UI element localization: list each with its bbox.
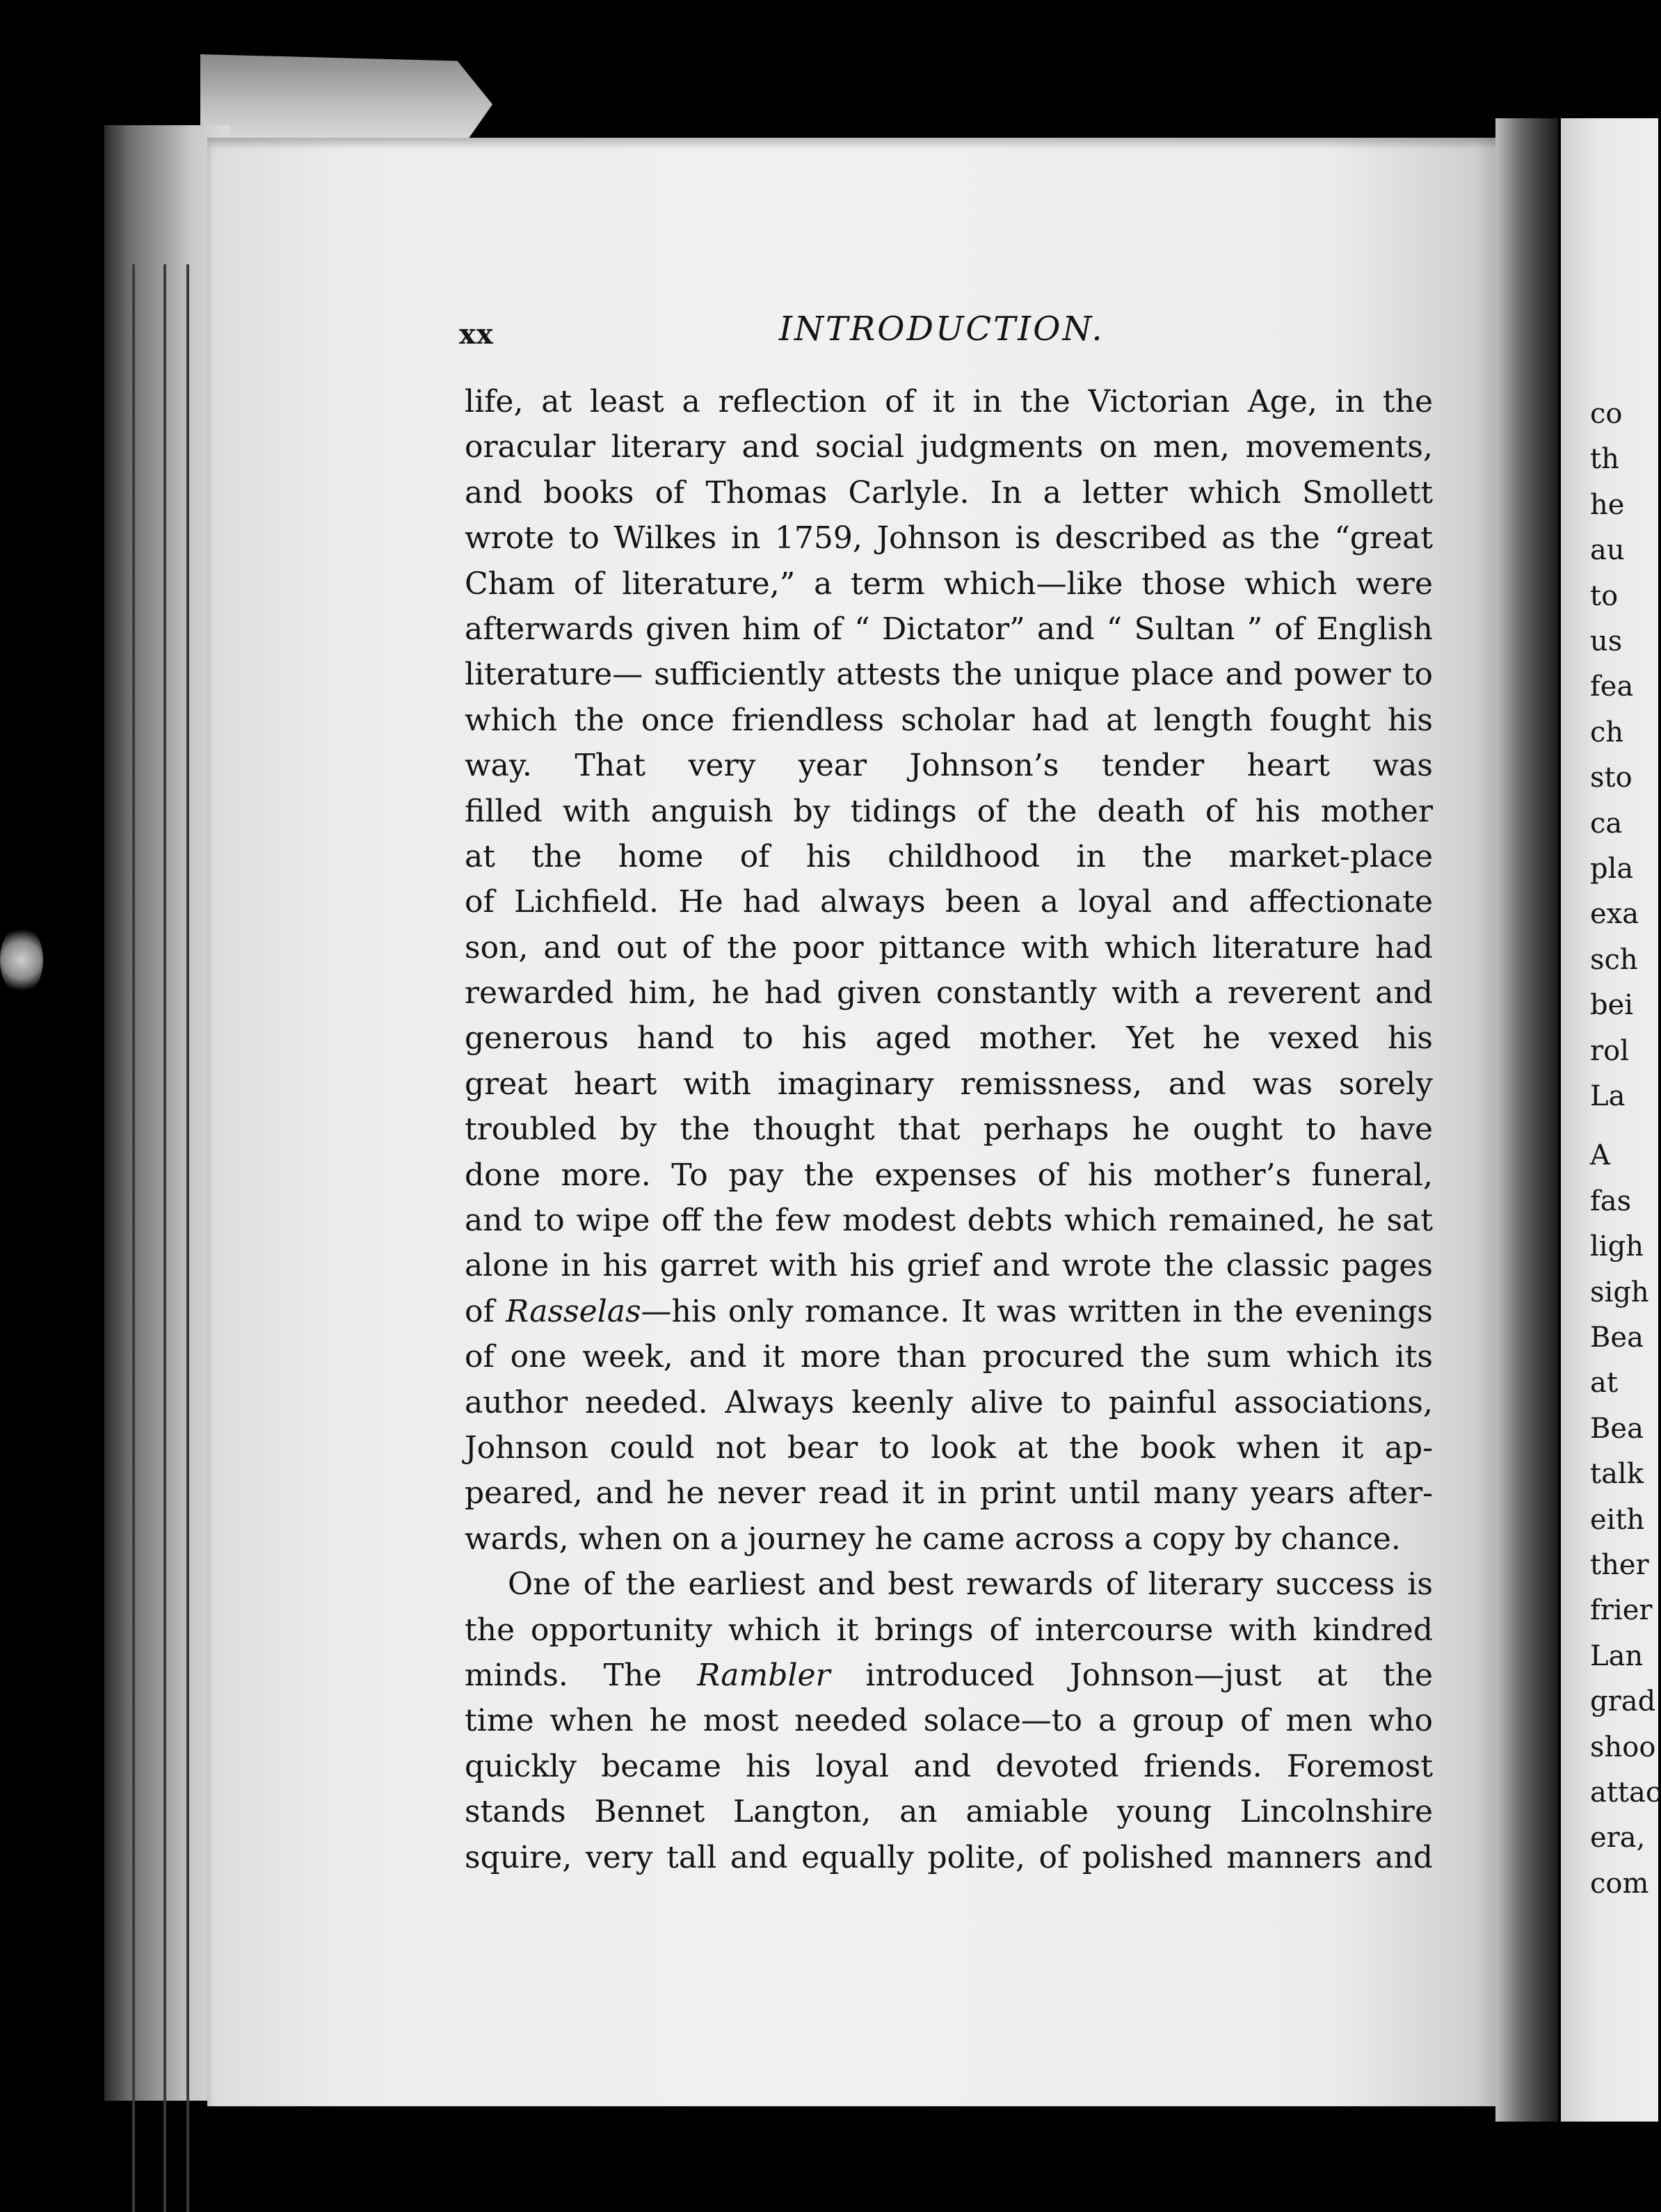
next-page-fragment: A [1590,1139,1610,1172]
text-line: alone in his garret with his grief and wrote the classic pages [465,1248,1433,1284]
text-line: of Lichfield. He had always been a loyal and affectionate [465,884,1433,920]
text-line: Johnson could not bear to look at the book when it ap- [465,1429,1433,1466]
text-line: generous hand to his aged mother. Yet he vexed his [465,1020,1433,1057]
text-line: filled with anguish by tidings of the death of his mother [465,793,1433,829]
page-edge-line [186,264,189,2212]
next-page-fragment: bei [1590,989,1634,1022]
text-line: time when he most needed solace—to a group of men who [465,1703,1433,1739]
text-line: oracular literary and social judgments on men, movements, [465,429,1433,465]
next-page-fragment: pla [1590,853,1634,885]
text-line: and books of Thomas Carlyle. In a letter which Smollett [465,474,1433,511]
text-line: literature— sufficiently attests the unique place and power to [465,657,1433,693]
page-gutter [1495,118,1558,2122]
page-edge-line [132,264,135,2212]
next-page-fragment: talk [1590,1458,1644,1491]
next-page-fragment: ch [1590,716,1624,748]
text-line: peared, and he never read it in print until many years after- [465,1475,1433,1512]
body-text [465,379,1433,1880]
text-line: afterwards given him of “ Dictator” and “ Sultan ” of English [465,611,1433,647]
next-page-partial [1561,118,1661,2122]
next-page-fragment: ligh [1590,1231,1644,1263]
next-page-fragment: frier [1590,1594,1653,1627]
next-page-fragment: sto [1590,762,1632,794]
book-title-rambler: Rambler [697,1657,830,1693]
text-line: rewarded him, he had given constantly with a reverent and [465,975,1433,1011]
text-line: son, and out of the poor pittance with which literature had [465,929,1433,965]
page-title: INTRODUCTION. [779,310,1105,348]
next-page-fragment: era, [1590,1822,1646,1854]
next-page-fragment: ca [1590,807,1623,840]
text-line: One of the earliest and best rewards of literary success is [508,1566,1433,1603]
text-line: way. That very year Johnson’s tender heart was [465,748,1433,784]
next-page-fragment: La [1590,1080,1626,1112]
page-number: xx [459,318,494,351]
next-page-fragment: ther [1590,1549,1649,1581]
text-run: introduced Johnson—just at the [830,1657,1433,1693]
text-line: and to wipe off the few modest debts which remained, he sat [465,1203,1433,1239]
next-page-fragment: fas [1590,1185,1632,1217]
next-page-fragment: eith [1590,1503,1645,1536]
text-line: done more. To pay the expenses of his mother’s funeral, [465,1157,1433,1193]
text-line: wrote to Wilkes in 1759, Johnson is described as the “great [465,520,1433,556]
text-run: minds. The [465,1657,698,1693]
page-edge-line [163,264,166,2212]
next-page-fragment: shoo [1590,1731,1656,1763]
next-page-fragment: at [1590,1367,1618,1400]
text-line-rambler [465,1653,1433,1698]
text-line: at the home of his childhood in the market-place [465,838,1433,874]
next-page-fragment: sigh [1590,1276,1649,1308]
next-page-fragment: fea [1590,671,1634,703]
text-line-rasselas [465,1289,1433,1334]
text-line: which the once friendless scholar had at length fought his [465,702,1433,738]
next-page-fragment: grad [1590,1685,1656,1718]
next-page-fragment: rol [1590,1034,1629,1067]
next-page-fragment: Bea [1590,1322,1644,1354]
next-page-fragment: exa [1590,898,1639,931]
text-line: squire, very tall and equally polite, of polished manners and [465,1839,1433,1875]
text-line: stands Bennet Langton, an amiable young Lincolnshire [465,1794,1433,1830]
text-line: troubled by the thought that perhaps he ought to have [465,1112,1433,1148]
text-run: —his only romance. It was written in the evenings [641,1293,1433,1329]
next-page-fragment: com [1590,1867,1649,1900]
next-page-fragment: co [1590,398,1623,430]
next-page-fragment: th [1590,443,1619,476]
torn-paper-scrap [200,54,492,138]
next-page-fragment: au [1590,534,1625,567]
next-page-fragment: he [1590,488,1625,521]
next-page-fragment: sch [1590,943,1638,976]
text-run: of [465,1293,506,1329]
next-page-fragment: attac [1590,1777,1661,1809]
text-line: Cham of literature,” a term which—like those which were [465,566,1433,602]
text-line: great heart with imaginary remissness, and was sorely [465,1066,1433,1102]
text-line: wards, when on a journey he came across a copy by chance. [465,1521,1401,1557]
text-line: quickly became his loyal and devoted friends. Foremost [465,1748,1433,1784]
text-line: author needed. Always keenly alive to painful associations, [465,1384,1433,1420]
next-page-fragment: to [1590,579,1619,612]
book-title-rasselas: Rasselas [506,1293,641,1329]
next-page-fragment: Bea [1590,1412,1644,1445]
next-page-fragment: us [1590,625,1623,657]
binding-blot [0,925,43,995]
next-page-fragment: Lan [1590,1640,1644,1672]
running-head [459,310,1433,358]
text-line: life, at least a reflection of it in the Victorian Age, in the [465,384,1433,419]
text-line: the opportunity which it brings of intercourse with kindred [465,1612,1433,1648]
text-line: of one week, and it more than procured the sum which its [465,1339,1433,1375]
